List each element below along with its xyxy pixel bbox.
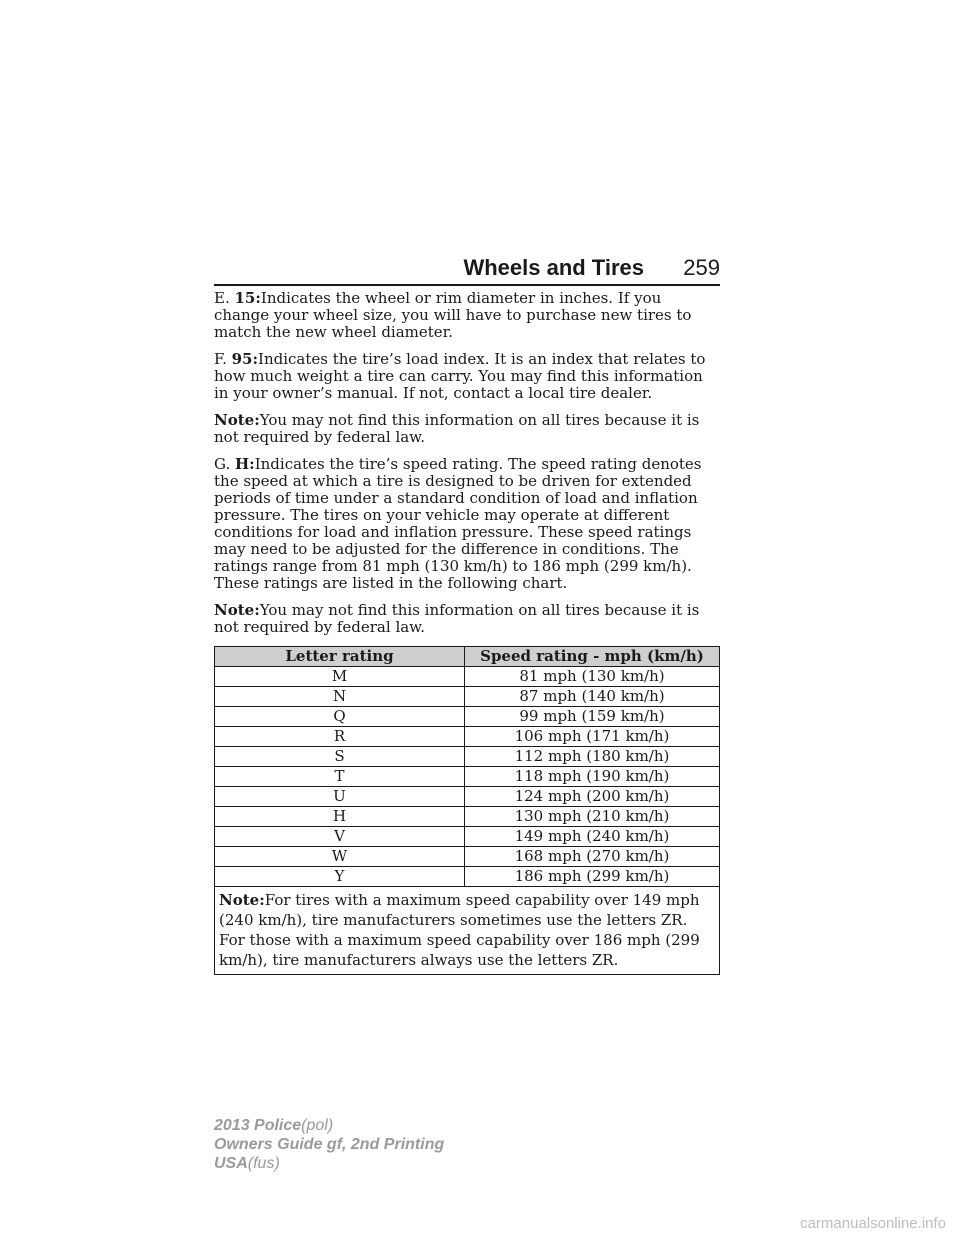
page-number: 259 xyxy=(683,255,720,280)
page-footer xyxy=(214,1116,444,1173)
watermark: carmanualsonline.info xyxy=(800,1215,946,1232)
table-note xyxy=(215,887,720,975)
table-row xyxy=(215,787,720,807)
letter-cell: V xyxy=(215,827,465,847)
footer-line-1: 2013 Police(pol) xyxy=(214,1117,334,1134)
speed-cell: 81 mph (130 km/h) xyxy=(465,667,720,687)
speed-cell: 149 mph (240 km/h) xyxy=(465,827,720,847)
speed-cell: 124 mph (200 km/h) xyxy=(465,787,720,807)
speed-cell: 168 mph (270 km/h) xyxy=(465,847,720,867)
column-header-speed: Speed rating - mph (km/h) xyxy=(465,647,720,667)
note-paragraph: Note:You may not find this information on all tires because it is not required by federal law. xyxy=(214,601,700,636)
table-row xyxy=(215,827,720,847)
letter-cell: Y xyxy=(215,867,465,887)
table-note-row xyxy=(215,887,720,975)
speed-cell: 99 mph (159 km/h) xyxy=(465,707,720,727)
table-header-row xyxy=(215,647,720,667)
table-row xyxy=(215,667,720,687)
speed-rating-table xyxy=(214,646,720,975)
letter-cell: U xyxy=(215,787,465,807)
speed-cell: 186 mph (299 km/h) xyxy=(465,867,720,887)
speed-cell: 130 mph (210 km/h) xyxy=(465,807,720,827)
paragraph-e: E. 15:Indicates the wheel or rim diameter in inches. If you change your wheel size, you will have to purchase new tires to match the new wheel diameter. xyxy=(214,289,692,341)
letter-cell: H xyxy=(215,807,465,827)
speed-cell: 106 mph (171 km/h) xyxy=(465,727,720,747)
note-text: For tires with a maximum speed capability over 149 mph (240 km/h), tire manufacturers sometimes use the letters ZR. For those with a maximum speed capability over 186 mph (299 km/h), tire manufacturers always use the letters ZR. xyxy=(219,891,700,969)
table-row xyxy=(215,767,720,787)
letter-cell: Q xyxy=(215,707,465,727)
letter-cell: W xyxy=(215,847,465,867)
page-header xyxy=(214,255,720,285)
letter-cell: R xyxy=(215,727,465,747)
page-content xyxy=(214,290,720,975)
section-title: Wheels and Tires xyxy=(463,255,644,280)
note-paragraph: Note:You may not find this information on all tires because it is not required by federal law. xyxy=(214,411,700,446)
paragraph-f: F. 95:Indicates the tire’s load index. It is an index that relates to how much weight a tire can carry. You may find this information in your owner’s manual. If not, contact a local tire dealer. xyxy=(214,350,706,402)
table-row xyxy=(215,687,720,707)
table-row xyxy=(215,867,720,887)
footer-line-3: USA(fus) xyxy=(214,1155,280,1172)
column-header-letter: Letter rating xyxy=(215,647,465,667)
footer-line-2: Owners Guide gf, 2nd Printing xyxy=(214,1136,445,1153)
table-row xyxy=(215,847,720,867)
header-rule xyxy=(214,284,720,286)
letter-cell: T xyxy=(215,767,465,787)
letter-cell: S xyxy=(215,747,465,767)
speed-cell: 118 mph (190 km/h) xyxy=(465,767,720,787)
paragraph-g: G. H:Indicates the tire’s speed rating. The speed rating denotes the speed at which a tire is designed to be driven for extended periods of time under a standard condition of load and inflation pressure. The tires on your vehicle may operate at different conditions for load and inflation pressure. These speed ratings may need to be adjusted for the difference in conditions. The ratings range from 81 mph (130 km/h) to 186 mph (299 km/h). These ratings are listed in the following chart. xyxy=(214,455,702,592)
letter-cell: N xyxy=(215,687,465,707)
letter-cell: M xyxy=(215,667,465,687)
note-label: Note: xyxy=(219,891,265,909)
speed-cell: 87 mph (140 km/h) xyxy=(465,687,720,707)
table-row xyxy=(215,807,720,827)
speed-cell: 112 mph (180 km/h) xyxy=(465,747,720,767)
table-row xyxy=(215,727,720,747)
table-row xyxy=(215,707,720,727)
table-row xyxy=(215,747,720,767)
